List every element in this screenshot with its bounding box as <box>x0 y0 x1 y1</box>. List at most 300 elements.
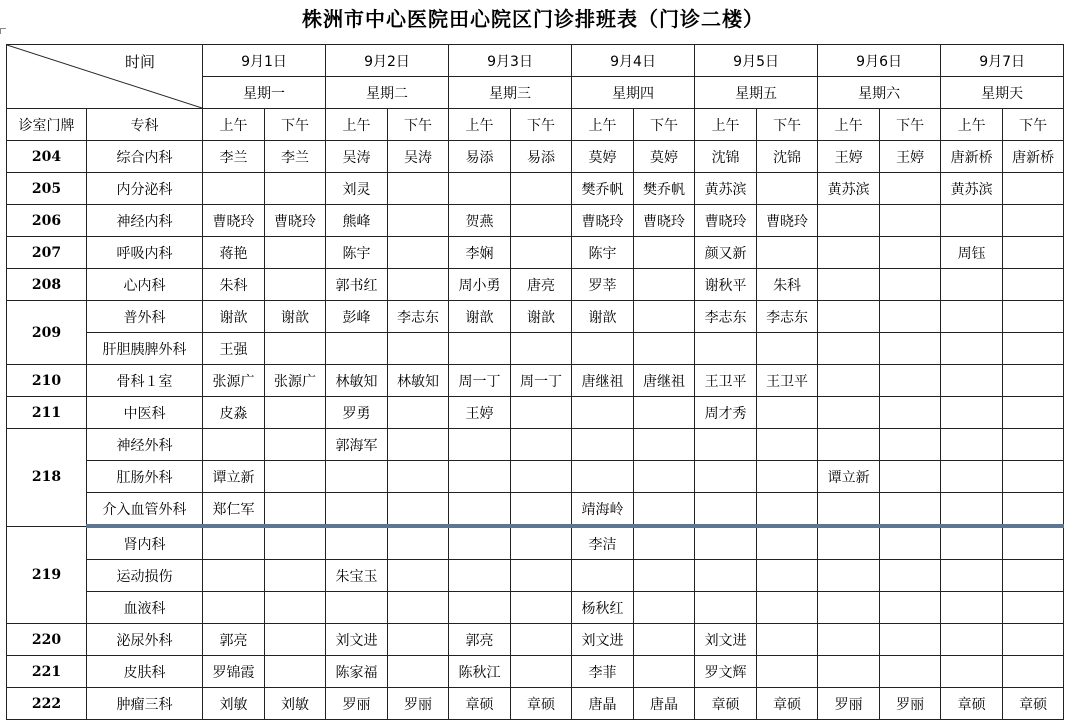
doctor-cell <box>388 592 449 624</box>
doctor-cell: 罗莘 <box>572 269 634 301</box>
doctor-cell: 郭亮 <box>203 624 265 656</box>
doctor-cell: 黄苏滨 <box>818 173 880 205</box>
weekday-header: 星期一 <box>203 77 326 109</box>
doctor-cell <box>203 560 265 592</box>
doctor-cell <box>880 237 941 269</box>
table-anchor-mark <box>0 28 6 34</box>
header-date-row <box>7 45 1064 77</box>
doctor-cell <box>1003 269 1064 301</box>
doctor-cell <box>634 461 695 493</box>
doctor-cell: 罗文辉 <box>695 656 757 688</box>
specialty-cell: 普外科 <box>87 301 203 333</box>
doctor-cell <box>265 493 326 527</box>
doctor-cell <box>818 592 880 624</box>
pm-header: 下午 <box>1003 109 1064 141</box>
weekday-header: 星期三 <box>449 77 572 109</box>
doctor-cell <box>818 656 880 688</box>
table-row <box>7 365 1064 397</box>
doctor-cell <box>326 461 388 493</box>
doctor-cell: 罗丽 <box>326 688 388 720</box>
doctor-cell: 刘敏 <box>203 688 265 720</box>
room-column-header: 诊室门牌 <box>7 109 87 141</box>
specialty-column-header: 专科 <box>87 109 203 141</box>
doctor-cell <box>634 624 695 656</box>
doctor-cell <box>572 461 634 493</box>
doctor-cell <box>880 493 941 527</box>
doctor-cell: 唐晶 <box>572 688 634 720</box>
doctor-cell: 张源广 <box>203 365 265 397</box>
doctor-cell: 莫婷 <box>572 141 634 173</box>
table-row <box>7 592 1064 624</box>
room-number-cell: 218 <box>7 429 87 527</box>
room-number-cell: 206 <box>7 205 87 237</box>
doctor-cell <box>941 269 1003 301</box>
doctor-cell <box>1003 526 1064 560</box>
doctor-cell <box>695 526 757 560</box>
doctor-cell <box>449 493 511 527</box>
doctor-cell <box>511 397 572 429</box>
doctor-cell: 谢歆 <box>511 301 572 333</box>
doctor-cell <box>941 624 1003 656</box>
table-row <box>7 526 1064 560</box>
doctor-cell: 蒋艳 <box>203 237 265 269</box>
specialty-cell: 骨科１室 <box>87 365 203 397</box>
schedule-table <box>6 44 1064 720</box>
weekday-header: 星期二 <box>326 77 449 109</box>
doctor-cell <box>818 365 880 397</box>
doctor-cell <box>634 269 695 301</box>
doctor-cell: 唐亮 <box>511 269 572 301</box>
doctor-cell <box>1003 560 1064 592</box>
doctor-cell <box>941 429 1003 461</box>
doctor-cell <box>880 205 941 237</box>
doctor-cell: 靖海岭 <box>572 493 634 527</box>
pm-header: 下午 <box>388 109 449 141</box>
doctor-cell: 郑仁军 <box>203 493 265 527</box>
doctor-cell: 林敏知 <box>326 365 388 397</box>
doctor-cell <box>634 397 695 429</box>
doctor-cell <box>388 237 449 269</box>
doctor-cell <box>265 526 326 560</box>
doctor-cell <box>265 461 326 493</box>
doctor-cell <box>388 429 449 461</box>
doctor-cell: 谢歆 <box>203 301 265 333</box>
doctor-cell: 谢歆 <box>265 301 326 333</box>
table-row <box>7 624 1064 656</box>
table-row <box>7 560 1064 592</box>
room-number-cell: 210 <box>7 365 87 397</box>
doctor-cell: 曹晓玲 <box>203 205 265 237</box>
weekday-header: 星期五 <box>695 77 818 109</box>
doctor-cell <box>1003 429 1064 461</box>
doctor-cell <box>1003 237 1064 269</box>
doctor-cell: 王婷 <box>818 141 880 173</box>
doctor-cell: 刘文进 <box>326 624 388 656</box>
doctor-cell: 刘灵 <box>326 173 388 205</box>
date-header: 9月6日 <box>818 45 941 77</box>
doctor-cell <box>941 560 1003 592</box>
table-row <box>7 429 1064 461</box>
doctor-cell <box>880 365 941 397</box>
pm-header: 下午 <box>265 109 326 141</box>
doctor-cell <box>449 173 511 205</box>
doctor-cell <box>265 269 326 301</box>
doctor-cell <box>388 205 449 237</box>
doctor-cell <box>941 333 1003 365</box>
doctor-cell <box>511 429 572 461</box>
doctor-cell <box>265 429 326 461</box>
room-number-cell: 220 <box>7 624 87 656</box>
weekday-header: 星期天 <box>941 77 1064 109</box>
doctor-cell <box>818 237 880 269</box>
doctor-cell <box>1003 333 1064 365</box>
doctor-cell: 谭立新 <box>203 461 265 493</box>
doctor-cell: 王卫平 <box>695 365 757 397</box>
doctor-cell <box>941 592 1003 624</box>
doctor-cell: 彭峰 <box>326 301 388 333</box>
doctor-cell: 王婷 <box>449 397 511 429</box>
specialty-cell: 运动损伤 <box>87 560 203 592</box>
doctor-cell <box>449 429 511 461</box>
doctor-cell <box>818 301 880 333</box>
doctor-cell <box>388 269 449 301</box>
doctor-cell: 刘文进 <box>572 624 634 656</box>
doctor-cell <box>572 397 634 429</box>
date-header: 9月2日 <box>326 45 449 77</box>
doctor-cell <box>511 656 572 688</box>
doctor-cell <box>818 526 880 560</box>
specialty-cell: 神经内科 <box>87 205 203 237</box>
doctor-cell: 周一丁 <box>449 365 511 397</box>
doctor-cell <box>941 526 1003 560</box>
doctor-cell <box>449 560 511 592</box>
doctor-cell <box>757 526 818 560</box>
doctor-cell <box>757 397 818 429</box>
doctor-cell <box>757 624 818 656</box>
doctor-cell: 李兰 <box>203 141 265 173</box>
doctor-cell <box>326 333 388 365</box>
doctor-cell: 周小勇 <box>449 269 511 301</box>
room-number-cell: 205 <box>7 173 87 205</box>
doctor-cell: 唐新桥 <box>941 141 1003 173</box>
doctor-cell <box>757 461 818 493</box>
table-row <box>7 301 1064 333</box>
doctor-cell: 周一丁 <box>511 365 572 397</box>
diagonal-header-cell <box>7 45 203 109</box>
doctor-cell <box>757 333 818 365</box>
doctor-cell <box>880 333 941 365</box>
table-row <box>7 656 1064 688</box>
doctor-cell <box>941 656 1003 688</box>
date-header: 9月4日 <box>572 45 695 77</box>
doctor-cell: 李洁 <box>572 526 634 560</box>
weekday-header: 星期六 <box>818 77 941 109</box>
doctor-cell <box>880 397 941 429</box>
doctor-cell: 黄苏滨 <box>941 173 1003 205</box>
pm-header: 下午 <box>880 109 941 141</box>
doctor-cell <box>818 269 880 301</box>
doctor-cell <box>1003 493 1064 527</box>
doctor-cell <box>1003 397 1064 429</box>
doctor-cell <box>818 429 880 461</box>
specialty-cell: 介入血管外科 <box>87 493 203 527</box>
doctor-cell <box>1003 461 1064 493</box>
doctor-cell: 曹晓玲 <box>634 205 695 237</box>
doctor-cell: 罗丽 <box>388 688 449 720</box>
doctor-cell: 李菲 <box>572 656 634 688</box>
doctor-cell: 唐新桥 <box>1003 141 1064 173</box>
specialty-cell: 呼吸内科 <box>87 237 203 269</box>
doctor-cell: 王强 <box>203 333 265 365</box>
doctor-cell <box>757 493 818 527</box>
doctor-cell: 唐继祖 <box>634 365 695 397</box>
doctor-cell: 颜又新 <box>695 237 757 269</box>
doctor-cell: 李志东 <box>695 301 757 333</box>
doctor-cell: 郭亮 <box>449 624 511 656</box>
doctor-cell <box>326 592 388 624</box>
doctor-cell <box>203 173 265 205</box>
specialty-cell: 神经外科 <box>87 429 203 461</box>
room-number-cell: 221 <box>7 656 87 688</box>
doctor-cell <box>880 301 941 333</box>
doctor-cell <box>511 333 572 365</box>
specialty-cell: 中医科 <box>87 397 203 429</box>
doctor-cell <box>326 526 388 560</box>
date-header: 9月5日 <box>695 45 818 77</box>
doctor-cell: 李娴 <box>449 237 511 269</box>
specialty-cell: 心内科 <box>87 269 203 301</box>
am-header: 上午 <box>941 109 1003 141</box>
doctor-cell: 吴涛 <box>326 141 388 173</box>
doctor-cell: 章硕 <box>511 688 572 720</box>
doctor-cell <box>388 397 449 429</box>
doctor-cell: 熊峰 <box>326 205 388 237</box>
doctor-cell <box>511 461 572 493</box>
doctor-cell <box>1003 592 1064 624</box>
doctor-cell: 章硕 <box>1003 688 1064 720</box>
am-header: 上午 <box>203 109 265 141</box>
doctor-cell <box>511 624 572 656</box>
doctor-cell <box>265 624 326 656</box>
doctor-cell <box>388 624 449 656</box>
room-number-cell: 219 <box>7 526 87 624</box>
doctor-cell: 罗勇 <box>326 397 388 429</box>
doctor-cell: 皮淼 <box>203 397 265 429</box>
diagonal-line <box>7 45 202 108</box>
doctor-cell <box>880 656 941 688</box>
doctor-cell <box>449 461 511 493</box>
doctor-cell: 郭海军 <box>326 429 388 461</box>
room-number-cell: 222 <box>7 688 87 720</box>
doctor-cell: 谭立新 <box>818 461 880 493</box>
doctor-cell <box>757 173 818 205</box>
doctor-cell <box>511 237 572 269</box>
doctor-cell <box>695 333 757 365</box>
date-header: 9月1日 <box>203 45 326 77</box>
table-row <box>7 141 1064 173</box>
am-header: 上午 <box>572 109 634 141</box>
doctor-cell <box>941 461 1003 493</box>
table-row <box>7 269 1064 301</box>
doctor-cell <box>511 526 572 560</box>
doctor-cell <box>449 592 511 624</box>
doctor-cell <box>880 526 941 560</box>
doctor-cell <box>634 301 695 333</box>
doctor-cell <box>572 560 634 592</box>
doctor-cell: 罗丽 <box>880 688 941 720</box>
doctor-cell: 易添 <box>449 141 511 173</box>
doctor-cell: 王卫平 <box>757 365 818 397</box>
doctor-cell: 章硕 <box>757 688 818 720</box>
doctor-cell <box>1003 365 1064 397</box>
doctor-cell: 朱宝玉 <box>326 560 388 592</box>
doctor-cell <box>388 333 449 365</box>
room-number-cell: 204 <box>7 141 87 173</box>
am-header: 上午 <box>449 109 511 141</box>
doctor-cell <box>572 333 634 365</box>
doctor-cell <box>634 526 695 560</box>
specialty-cell: 血液科 <box>87 592 203 624</box>
doctor-cell <box>449 526 511 560</box>
doctor-cell <box>695 493 757 527</box>
doctor-cell <box>818 624 880 656</box>
table-row <box>7 173 1064 205</box>
room-number-cell: 211 <box>7 397 87 429</box>
doctor-cell: 陈宇 <box>326 237 388 269</box>
table-row <box>7 237 1064 269</box>
doctor-cell <box>695 592 757 624</box>
doctor-cell: 吴涛 <box>388 141 449 173</box>
doctor-cell <box>757 237 818 269</box>
doctor-cell: 罗丽 <box>818 688 880 720</box>
doctor-cell: 沈锦 <box>695 141 757 173</box>
pm-header: 下午 <box>634 109 695 141</box>
doctor-cell <box>695 461 757 493</box>
time-label: 时间 <box>125 53 156 71</box>
doctor-cell <box>1003 301 1064 333</box>
doctor-cell <box>634 429 695 461</box>
doctor-cell: 樊乔帆 <box>572 173 634 205</box>
doctor-cell <box>265 397 326 429</box>
room-number-cell: 209 <box>7 301 87 365</box>
doctor-cell <box>941 493 1003 527</box>
doctor-cell: 贺燕 <box>449 205 511 237</box>
doctor-cell: 章硕 <box>941 688 1003 720</box>
specialty-cell: 泌尿外科 <box>87 624 203 656</box>
doctor-cell <box>634 656 695 688</box>
doctor-cell: 王婷 <box>880 141 941 173</box>
specialty-cell: 皮肤科 <box>87 656 203 688</box>
doctor-cell <box>634 333 695 365</box>
table-row <box>7 688 1064 720</box>
doctor-cell <box>941 397 1003 429</box>
doctor-cell <box>1003 205 1064 237</box>
doctor-cell <box>880 269 941 301</box>
specialty-cell: 综合内科 <box>87 141 203 173</box>
specialty-cell: 肿瘤三科 <box>87 688 203 720</box>
doctor-cell <box>634 560 695 592</box>
doctor-cell <box>203 592 265 624</box>
doctor-cell <box>757 592 818 624</box>
doctor-cell: 李志东 <box>757 301 818 333</box>
am-header: 上午 <box>695 109 757 141</box>
doctor-cell: 郭书红 <box>326 269 388 301</box>
doctor-cell: 杨秋红 <box>572 592 634 624</box>
doctor-cell <box>203 526 265 560</box>
doctor-cell: 林敏知 <box>388 365 449 397</box>
specialty-cell: 肾内科 <box>87 526 203 560</box>
doctor-cell <box>941 205 1003 237</box>
doctor-cell <box>695 560 757 592</box>
doctor-cell <box>1003 173 1064 205</box>
doctor-cell: 谢秋平 <box>695 269 757 301</box>
doctor-cell: 谢歆 <box>572 301 634 333</box>
doctor-cell: 章硕 <box>695 688 757 720</box>
doctor-cell <box>941 365 1003 397</box>
doctor-cell <box>265 333 326 365</box>
doctor-cell <box>818 397 880 429</box>
doctor-cell: 周钰 <box>941 237 1003 269</box>
doctor-cell: 唐继祖 <box>572 365 634 397</box>
doctor-cell <box>757 429 818 461</box>
doctor-cell <box>818 493 880 527</box>
doctor-cell <box>695 429 757 461</box>
doctor-cell <box>1003 624 1064 656</box>
doctor-cell: 李志东 <box>388 301 449 333</box>
doctor-cell <box>818 560 880 592</box>
doctor-cell <box>880 429 941 461</box>
doctor-cell <box>203 429 265 461</box>
table-row <box>7 493 1064 527</box>
doctor-cell <box>880 173 941 205</box>
doctor-cell <box>634 493 695 527</box>
doctor-cell: 张源广 <box>265 365 326 397</box>
doctor-cell <box>265 237 326 269</box>
doctor-cell <box>388 526 449 560</box>
doctor-cell: 易添 <box>511 141 572 173</box>
specialty-cell: 肝胆胰脾外科 <box>87 333 203 365</box>
doctor-cell: 曹晓玲 <box>757 205 818 237</box>
doctor-cell <box>388 656 449 688</box>
doctor-cell: 刘敏 <box>265 688 326 720</box>
table-row <box>7 333 1064 365</box>
doctor-cell <box>880 461 941 493</box>
table-row <box>7 205 1064 237</box>
doctor-cell <box>388 560 449 592</box>
doctor-cell <box>511 173 572 205</box>
specialty-cell: 肛肠外科 <box>87 461 203 493</box>
doctor-cell: 沈锦 <box>757 141 818 173</box>
specialty-cell: 内分泌科 <box>87 173 203 205</box>
doctor-cell: 章硕 <box>449 688 511 720</box>
table-row <box>7 461 1064 493</box>
doctor-cell <box>880 560 941 592</box>
doctor-cell <box>388 461 449 493</box>
am-header: 上午 <box>818 109 880 141</box>
doctor-cell: 曹晓玲 <box>695 205 757 237</box>
doctor-cell <box>388 493 449 527</box>
pm-header: 下午 <box>511 109 572 141</box>
date-header: 9月7日 <box>941 45 1064 77</box>
doctor-cell <box>326 493 388 527</box>
doctor-cell <box>757 656 818 688</box>
doctor-cell <box>265 173 326 205</box>
doctor-cell <box>265 560 326 592</box>
doctor-cell <box>572 429 634 461</box>
date-header: 9月3日 <box>449 45 572 77</box>
doctor-cell: 曹晓玲 <box>265 205 326 237</box>
doctor-cell: 刘文进 <box>695 624 757 656</box>
